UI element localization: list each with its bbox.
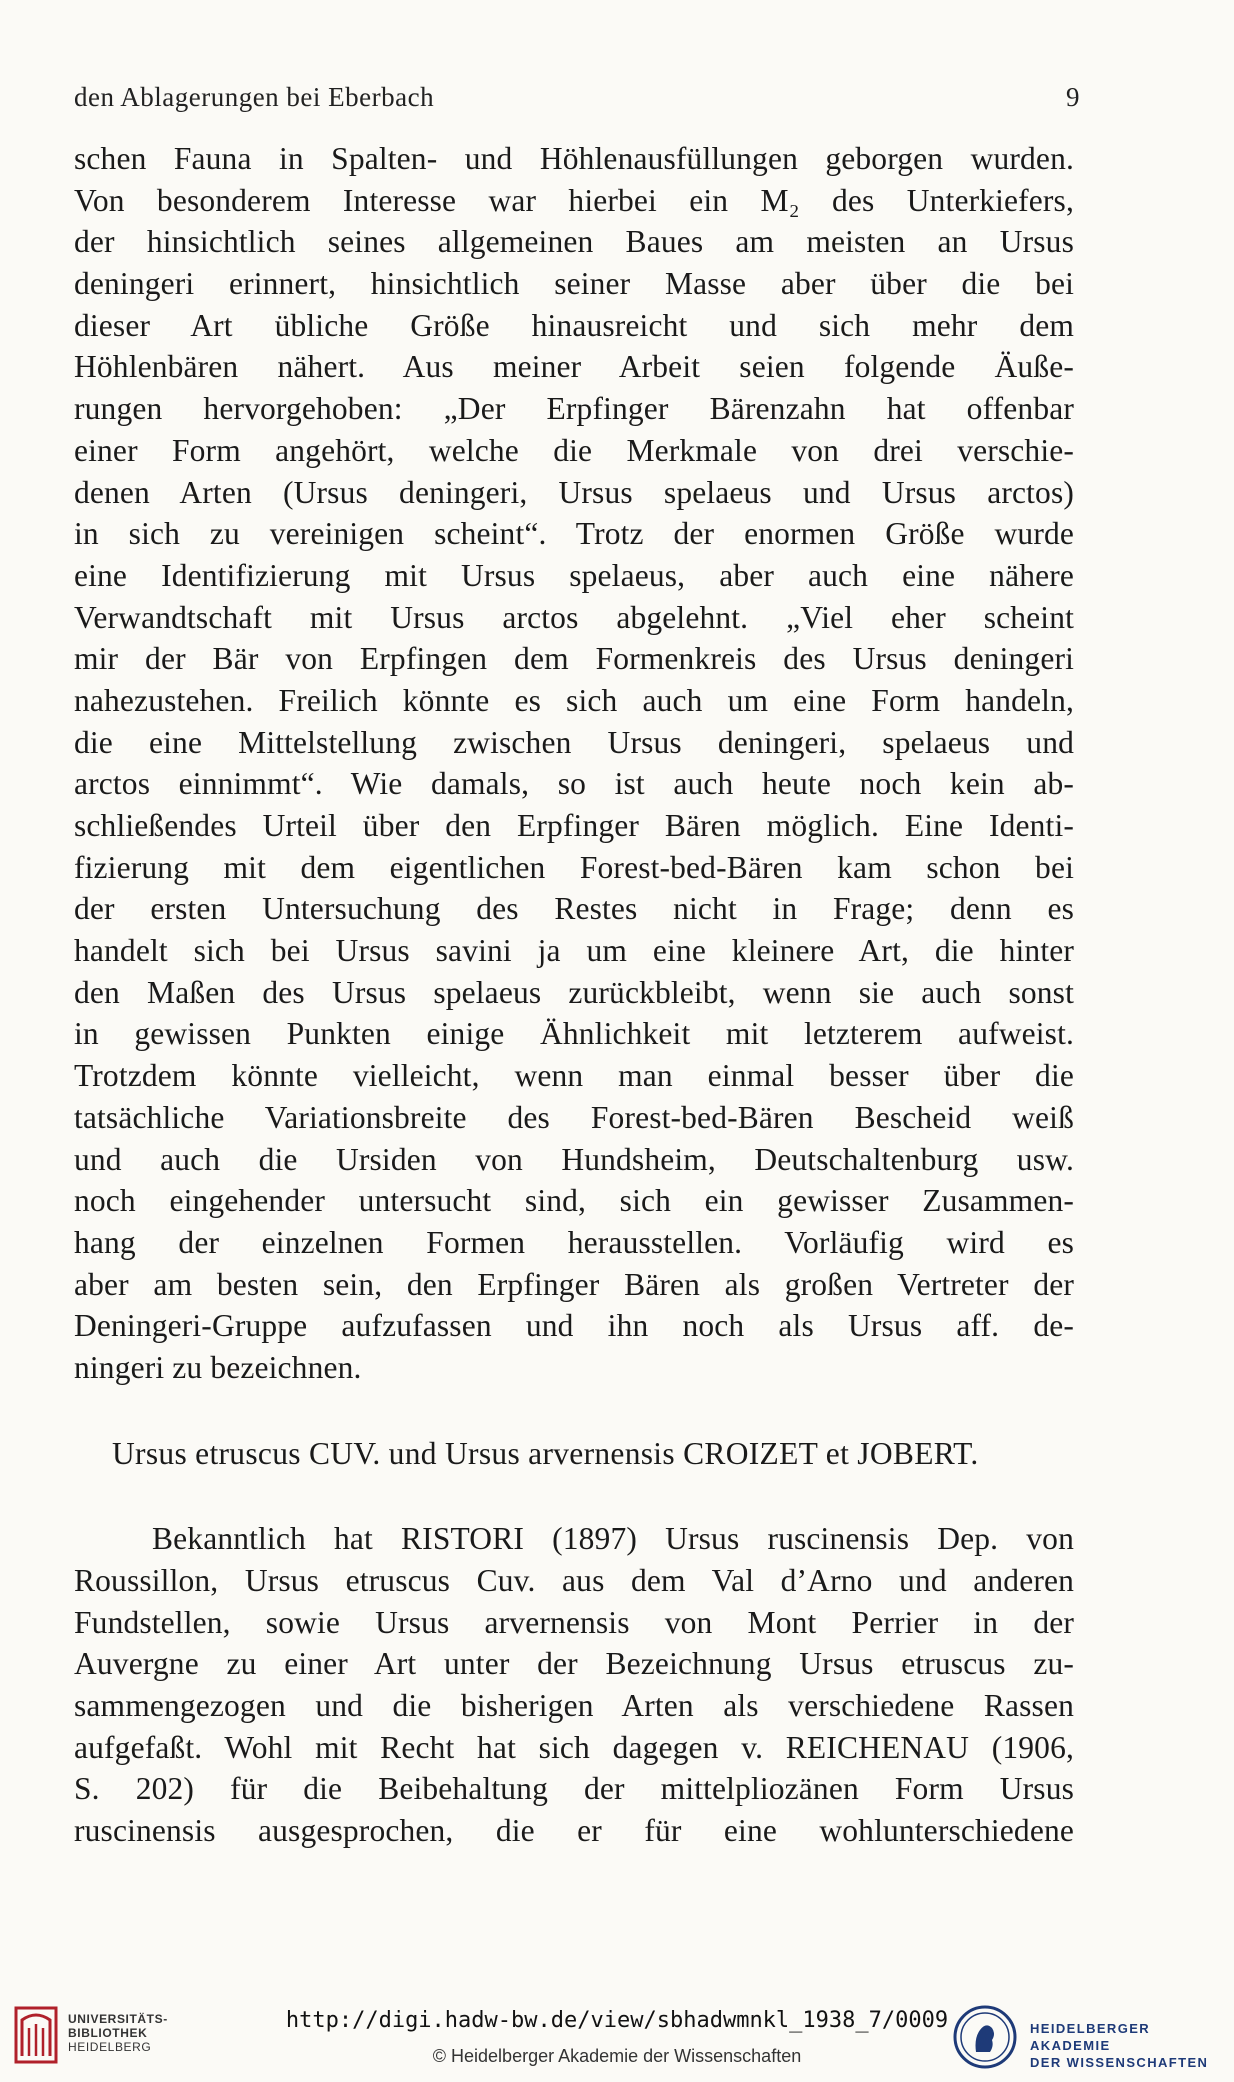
- ub-name-line: UNIVERSITÄTS-: [68, 2012, 168, 2026]
- text-line: aber am besten sein, den Erpfinger Bären als großen Vertreter der: [74, 1266, 1074, 1302]
- text-line: dieser Art übliche Größe hinausreicht und sich mehr dem: [74, 307, 1074, 343]
- academy-name-line: HEIDELBERGER AKADEMIE: [1030, 2021, 1151, 2053]
- text-line: Fundstellen, sowie Ursus arvernensis von Mont Perrier in der: [74, 1604, 1074, 1640]
- text-line: Von besonderem Interesse war hierbei ein M₂ des Unterkiefers,: [74, 182, 1074, 218]
- text-line: der hinsichtlich seines allgemeinen Baues am meisten an Ursus: [74, 224, 1074, 260]
- running-header: [74, 82, 1080, 122]
- text-line: hang der einzelnen Formen herausstellen. Vorläufig wird es: [74, 1224, 1074, 1260]
- text-line: und auch die Ursiden von Hundsheim, Deutschaltenburg usw.: [74, 1141, 1074, 1177]
- section-heading: Ursus etruscus CUV. und Ursus arvernensis CROIZET et JOBERT.: [112, 1435, 979, 1471]
- text-line: der ersten Untersuchung des Restes nicht in Frage; denn es: [74, 891, 1074, 927]
- running-title: den Ablagerungen bei Eberbach: [74, 82, 435, 112]
- text-line: fizierung mit dem eigentlichen Forest-bed-Bären kam schon bei: [74, 849, 1074, 885]
- text-line: die eine Mittelstellung zwischen Ursus deningeri, spelaeus und: [74, 724, 1074, 760]
- spacer: [74, 1474, 1074, 1518]
- academy-name-line: DER WISSENSCHAFTEN: [1030, 2055, 1209, 2070]
- copyright-notice: © Heidelberger Akademie der Wissenschaften: [432, 2046, 802, 2066]
- text-line: Auvergne zu einer Art unter der Bezeichnung Ursus etruscus zu-: [74, 1646, 1074, 1682]
- text-line: den Maßen des Ursus spelaeus zurückbleibt, wenn sie auch sonst: [74, 974, 1074, 1010]
- permalink-url[interactable]: http://digi.hadw-bw.de/view/sbhadwmnkl_1938_7/0009: [285, 2008, 949, 2033]
- spacer: [74, 1389, 1074, 1433]
- text-line: aufgefaßt. Wohl mit Recht hat sich dagegen v. REICHENAU (1906,: [74, 1729, 1074, 1765]
- text-line: Trotzdem könnte vielleicht, wenn man einmal besser über die: [74, 1058, 1074, 1094]
- page-number: 9: [1066, 82, 1080, 112]
- body-text: [74, 138, 1074, 1852]
- text-line: ruscinensis ausgesprochen, die er für eine wohlunterschiedene: [74, 1813, 1074, 1849]
- text-line: nahezustehen. Freilich könnte es sich auch um eine Form handeln,: [74, 682, 1074, 718]
- text-line: Verwandtschaft mit Ursus arctos abgelehnt. „Viel eher scheint: [74, 599, 1074, 635]
- text-line: deningeri erinnert, hinsichtlich seiner Masse aber über die bei: [74, 266, 1074, 302]
- text-line: denen Arten (Ursus deningeri, Ursus spelaeus und Ursus arctos): [74, 474, 1074, 510]
- text-line: handelt sich bei Ursus savini ja um eine kleinere Art, die hinter: [74, 933, 1074, 969]
- ub-name-line: HEIDELBERG: [68, 2040, 152, 2054]
- text-line: tatsächliche Variationsbreite des Forest-bed-Bären Bescheid weiß: [74, 1099, 1074, 1135]
- text-line: Bekanntlich hat RISTORI (1897) Ursus ruscinensis Dep. von: [152, 1521, 1074, 1557]
- text-line: sammengezogen und die bisherigen Arten als verschiedene Rassen: [74, 1688, 1074, 1724]
- text-line: in gewissen Punkten einige Ähnlichkeit mit letzterem aufweist.: [74, 1016, 1074, 1052]
- text-line: noch eingehender untersucht sind, sich ein gewisser Zusammen-: [74, 1183, 1074, 1219]
- text-line: rungen hervorgehoben: „Der Erpfinger Bärenzahn hat offenbar: [74, 391, 1074, 427]
- text-line: arctos einnimmt“. Wie damals, so ist auch heute noch kein ab-: [74, 766, 1074, 802]
- text-line: schen Fauna in Spalten- und Höhlenausfüllungen geborgen wurden.: [74, 141, 1074, 176]
- text-line: S. 202) für die Beibehaltung der mittelpliozänen Form Ursus: [74, 1771, 1074, 1807]
- text-line: Höhlenbären nähert. Aus meiner Arbeit seien folgende Äuße-: [74, 349, 1074, 385]
- text-line: eine Identifizierung mit Ursus spelaeus, aber auch eine nähere: [74, 557, 1074, 593]
- viewer-footer: [0, 1998, 1234, 2082]
- text-line: schließendes Urteil über den Erpfinger Bären möglich. Eine Identi-: [74, 808, 1074, 843]
- ub-name-line: BIBLIOTHEK: [68, 2026, 148, 2040]
- academy-name: [1030, 2020, 1234, 2071]
- text-line: Roussillon, Ursus etruscus Cuv. aus dem Val d’Arno und anderen: [74, 1563, 1074, 1598]
- text-line: in sich zu vereinigen scheint“. Trotz der enormen Größe wurde: [74, 516, 1074, 552]
- text-line: Deningeri-Gruppe aufzufassen und ihn noch als Ursus aff. de-: [74, 1308, 1074, 1344]
- text-line: mir der Bär von Erpfingen dem Formenkreis des Ursus deningeri: [74, 641, 1074, 677]
- text-line: einer Form angehört, welche die Merkmale von drei verschie-: [74, 432, 1074, 468]
- academy-seal-icon: [952, 2004, 1018, 2070]
- text-line: ningeri zu bezeichnen.: [74, 1349, 362, 1385]
